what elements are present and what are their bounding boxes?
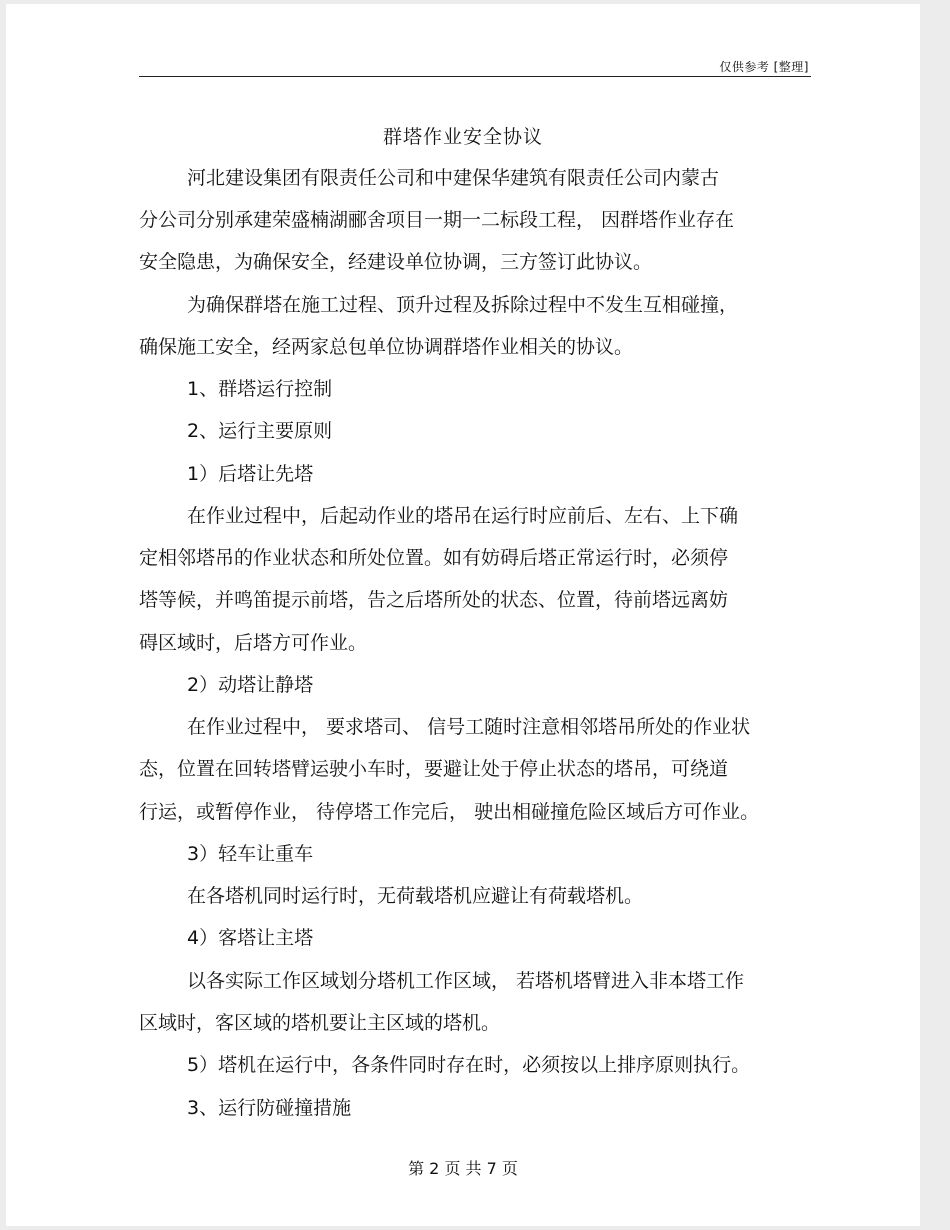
paragraph-line: 分公司分别承建荣盛楠湖郦舍项目一期一二标段工程， 因群塔作业存在 — [139, 209, 735, 231]
paragraph-line: 确保施工安全，经两家总包单位协调群塔作业相关的协议。 — [139, 336, 634, 358]
paragraph-line: 区域时，客区域的塔机要让主区域的塔机。 — [139, 1012, 501, 1034]
paragraph-line: 碍区域时，后塔方可作业。 — [139, 632, 368, 654]
header-note: 仅供参考 [整理] — [719, 60, 809, 74]
subsection-heading: 1）后塔让先塔 — [187, 463, 314, 485]
paragraph-line: 态，位置在回转塔臂运驶小车时，要避让处于停止状态的塔吊，可绕道 — [139, 758, 729, 780]
document-page — [6, 4, 920, 1226]
paragraph-line: 安全隐患，为确保安全，经建设单位协调，三方签订此协议。 — [139, 251, 653, 273]
subsection-heading: 2）动塔让静塔 — [187, 674, 314, 696]
section-heading: 2、运行主要原则 — [187, 420, 333, 442]
page-number: 第 2 页 共 7 页 — [408, 1159, 518, 1178]
paragraph-line: 行运，或暂停作业， 待停塔工作完后， 驶出相碰撞危险区域后方可作业。 — [139, 801, 760, 823]
paragraph-line: 在作业过程中，后起动作业的塔吊在运行时应前后、左右、上下确 — [187, 505, 739, 527]
paragraph-line: 为确保群塔在施工过程、顶升过程及拆除过程中不发生互相碰撞， — [187, 294, 739, 316]
section-heading: 1、群塔运行控制 — [187, 378, 333, 400]
document-title: 群塔作业安全协议 — [382, 126, 543, 148]
paragraph-line: 定相邻塔吊的作业状态和所处位置。如有妨碍后塔正常运行时，必须停 — [139, 547, 729, 569]
paragraph-line: 塔等候，并鸣笛提示前塔，告之后塔所处的状态、位置，待前塔远离妨 — [139, 589, 729, 611]
paragraph-line: 在作业过程中， 要求塔司、 信号工随时注意相邻塔吊所处的作业状 — [187, 716, 751, 738]
paragraph-line: 以各实际工作区域划分塔机工作区域， 若塔机塔臂进入非本塔工作 — [187, 970, 745, 992]
paragraph-line: 在各塔机同时运行时，无荷载塔机应避让有荷载塔机。 — [187, 885, 644, 907]
header-divider — [139, 76, 811, 77]
subsection-heading: 4）客塔让主塔 — [187, 927, 314, 949]
paragraph-line: 5）塔机在运行中，各条件同时存在时，必须按以上排序原则执行。 — [187, 1054, 751, 1076]
subsection-heading: 3）轻车让重车 — [187, 843, 314, 865]
paragraph-line: 河北建设集团有限责任公司和中建保华建筑有限责任公司内蒙古 — [187, 167, 720, 189]
section-heading: 3、运行防碰撞措施 — [187, 1097, 352, 1119]
